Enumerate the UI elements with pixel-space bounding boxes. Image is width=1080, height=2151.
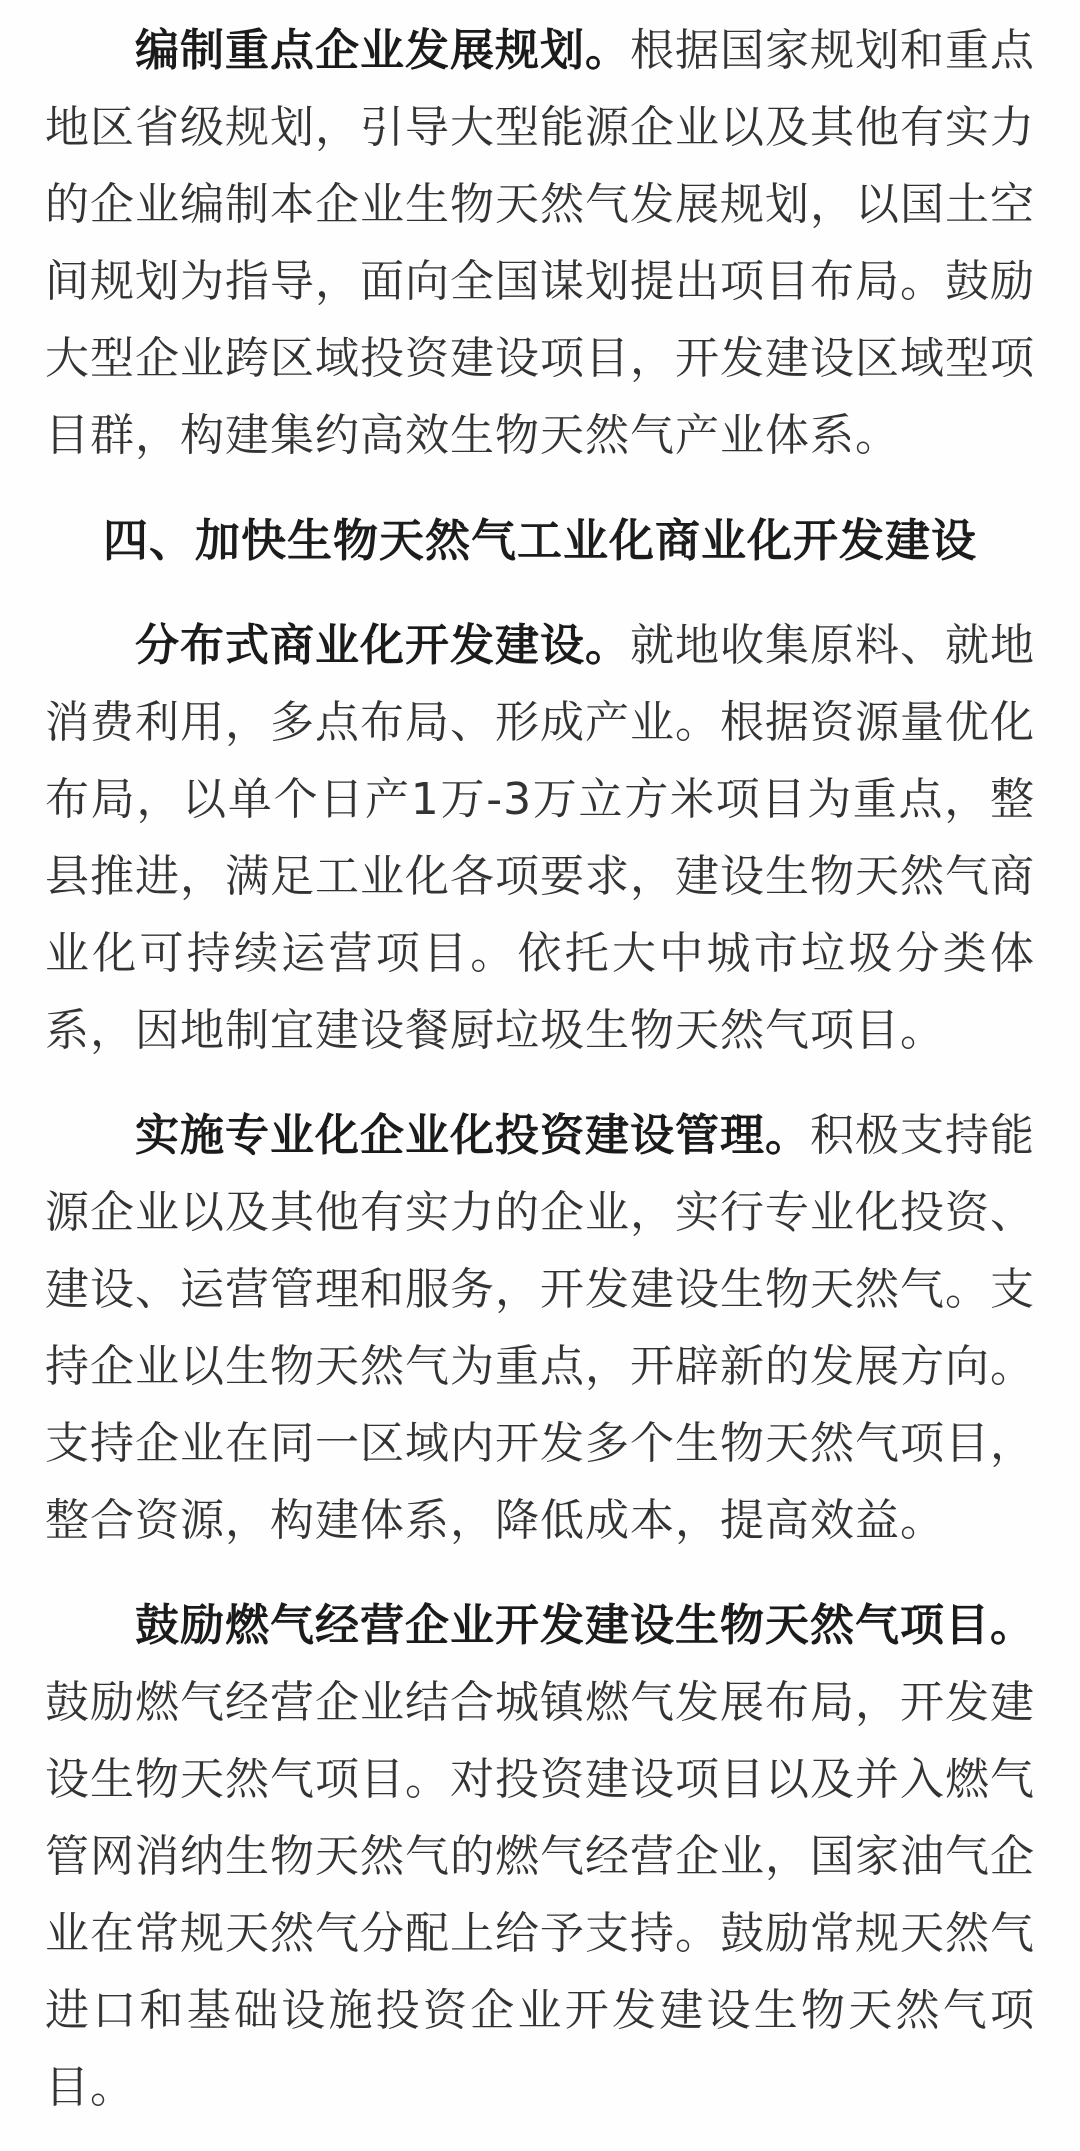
bold-text-segment: 分布式商业化开发建设。 bbox=[135, 620, 630, 671]
text-line bbox=[45, 1664, 1035, 1741]
text-line bbox=[45, 1587, 1035, 1664]
text-segment: 就地收集原料、就地 bbox=[630, 620, 1035, 671]
text-line bbox=[45, 761, 1035, 838]
section-heading: 四、加快生物天然气工业化商业化开发建设 bbox=[102, 514, 977, 567]
text-line bbox=[45, 838, 1035, 915]
text-segment: 业在常规天然气分配上给予支持。鼓励常规天然气 bbox=[45, 1908, 1035, 1959]
paragraph-gas-operating-enterprises bbox=[45, 1587, 1035, 2126]
text-segment: 大型企业跨区域投资建设项目，开发建设区域型项 bbox=[45, 333, 1035, 384]
text-segment: 设生物天然气项目。对投资建设项目以及并入燃气 bbox=[45, 1754, 1035, 1805]
text-segment: 整合资源，构建体系，降低成本，提高效益。 bbox=[45, 1495, 945, 1546]
text-line bbox=[45, 397, 1035, 474]
text-segment: 间规划为指导，面向全国谋划提出项目布局。鼓励 bbox=[45, 256, 1035, 307]
text-segment: 目群，构建集约高效生物天然气产业体系。 bbox=[45, 410, 900, 461]
text-line bbox=[45, 1741, 1035, 1818]
text-segment: 业化可持续运营项目。依托大中城市垃圾分类体 bbox=[45, 928, 1035, 979]
text-line bbox=[45, 992, 1035, 1069]
text-line bbox=[45, 2049, 1035, 2126]
text-line bbox=[45, 1972, 1035, 2049]
text-segment: 支持企业在同一区域内开发多个生物天然气项目， bbox=[45, 1418, 1035, 1469]
text-line bbox=[45, 1405, 1035, 1482]
bold-text-segment: 实施专业化企业化投资建设管理。 bbox=[135, 1110, 810, 1161]
text-segment: 目。 bbox=[45, 2062, 135, 2113]
text-segment: 持企业以生物天然气为重点，开辟新的发展方向。 bbox=[45, 1341, 1035, 1392]
text-line bbox=[45, 12, 1035, 89]
text-line bbox=[45, 243, 1035, 320]
text-segment: 地区省级规划，引导大型能源企业以及其他有实力 bbox=[45, 102, 1035, 153]
paragraph-key-enterprise-planning bbox=[45, 12, 1035, 474]
paragraph-distributed-commercial-development bbox=[45, 607, 1035, 1069]
text-segment: 管网消纳生物天然气的燃气经营企业，国家油气企 bbox=[45, 1831, 1035, 1882]
text-segment: 系，因地制宜建设餐厨垃圾生物天然气项目。 bbox=[45, 1005, 945, 1056]
text-line bbox=[45, 1251, 1035, 1328]
text-segment: 根据国家规划和重点 bbox=[630, 25, 1035, 76]
text-line bbox=[45, 1174, 1035, 1251]
text-segment: 积极支持能 bbox=[810, 1110, 1035, 1161]
text-line bbox=[45, 1895, 1035, 1972]
text-line bbox=[45, 1328, 1035, 1405]
text-segment: 鼓励燃气经营企业结合城镇燃气发展布局，开发建 bbox=[45, 1677, 1035, 1728]
text-line bbox=[45, 89, 1035, 166]
text-line bbox=[45, 1818, 1035, 1895]
text-segment: 布局，以单个日产1万-3万立方米项目为重点，整 bbox=[45, 774, 1035, 825]
text-line bbox=[45, 320, 1035, 397]
bold-text-segment: 鼓励燃气经营企业开发建设生物天然气项目。 bbox=[135, 1600, 1035, 1651]
text-segment: 县推进，满足工业化各项要求，建设生物天然气商 bbox=[45, 851, 1035, 902]
text-line bbox=[45, 1482, 1035, 1559]
text-line bbox=[45, 166, 1035, 243]
text-segment: 的企业编制本企业生物天然气发展规划，以国土空 bbox=[45, 179, 1035, 230]
text-line bbox=[45, 607, 1035, 684]
text-line bbox=[45, 915, 1035, 992]
text-segment: 建设、运营管理和服务，开发建设生物天然气。支 bbox=[45, 1264, 1035, 1315]
paragraph-professional-investment-management bbox=[45, 1097, 1035, 1559]
text-line bbox=[45, 1097, 1035, 1174]
bold-text-segment: 编制重点企业发展规划。 bbox=[135, 25, 630, 76]
text-segment: 源企业以及其他有实力的企业，实行专业化投资、 bbox=[45, 1187, 1035, 1238]
text-segment: 进口和基础设施投资企业开发建设生物天然气项 bbox=[45, 1985, 1035, 2036]
text-segment: 消费利用，多点布局、形成产业。根据资源量优化 bbox=[45, 697, 1035, 748]
text-line bbox=[45, 684, 1035, 761]
